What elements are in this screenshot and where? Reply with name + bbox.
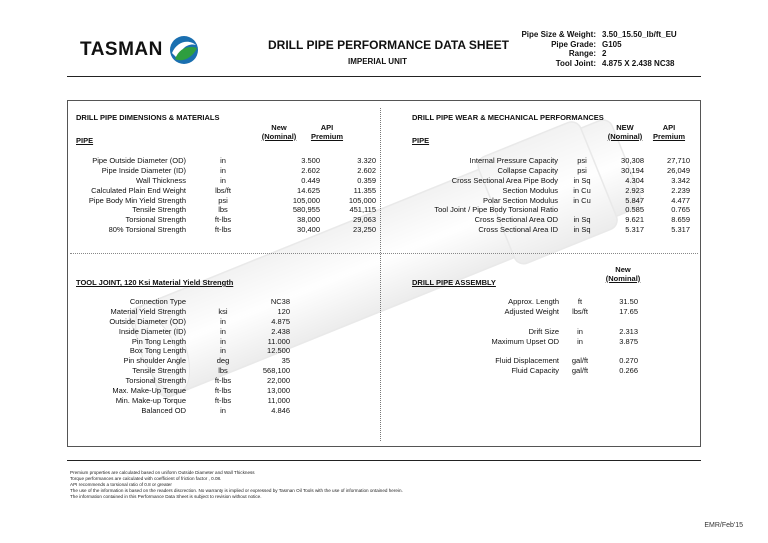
row-new-value: 30,400: [297, 225, 320, 235]
row-label: Polar Section Modulus: [482, 195, 558, 205]
spec-value: 2: [602, 49, 607, 58]
assembly-section-title: DRILL PIPE ASSEMBLY: [412, 278, 496, 287]
row-label: Pin shoulder Angle: [123, 356, 186, 366]
wear-api-header: [648, 123, 690, 141]
col-head-line: API: [320, 123, 334, 132]
row-label: Collapse Capacity: [497, 165, 558, 175]
row-unit: in Sq: [573, 175, 591, 185]
spec-value: 4.875 X 2.438 NC38: [602, 58, 675, 68]
col-head-line: API: [662, 123, 676, 132]
table-row: [68, 317, 328, 327]
table-row: [384, 356, 664, 366]
row-label: Torsional Strength: [125, 376, 186, 386]
wear-pipe-label: PIPE: [412, 136, 430, 145]
row-unit: ft: [577, 297, 583, 306]
row-label: Tool Joint / Pipe Body Torsional Ratio: [434, 205, 558, 215]
row-unit: in Sq: [573, 215, 591, 225]
table-row: [384, 186, 696, 196]
row-new-value: 9.621: [625, 215, 644, 225]
row-label: Pipe Body Min Yield Strength: [88, 195, 186, 205]
table-row: [384, 346, 664, 356]
row-label: Tensile Strength: [132, 366, 186, 376]
row-api-value: 3.320: [357, 156, 376, 165]
row-api-value: 451,115: [349, 205, 376, 215]
row-new-value: 0.585: [625, 205, 644, 215]
wear-new-header: [600, 123, 650, 141]
row-label: Min. Make-up Torque: [115, 395, 186, 405]
spec-row: [508, 49, 677, 59]
row-value: 2.438: [271, 326, 290, 336]
col-head-line: Premium: [652, 132, 686, 141]
row-new-value: 30,308: [621, 156, 644, 165]
table-row: [68, 165, 376, 176]
row-unit: in: [577, 336, 583, 346]
table-row: [68, 215, 376, 225]
tool-joint-table: [68, 297, 328, 416]
row-new-value: 105,000: [292, 195, 320, 205]
row-label: Max. Make-Up Torque: [112, 386, 186, 396]
row-label: Cross Sectional Area ID: [478, 225, 558, 235]
row-label: 80% Torsional Strength: [108, 225, 186, 235]
row-value: 11,000: [267, 395, 290, 405]
table-row: [68, 337, 328, 347]
header-divider: [67, 76, 701, 77]
row-label: Inside Diameter (ID): [118, 326, 186, 336]
row-value: 22,000: [267, 376, 290, 386]
footnote: The use of the information is based on the readers discrection. No warranty is implied or expressed by Tasman Oil Tools with the use of information ontained herein.: [70, 488, 403, 493]
row-label: Maximum Upset OD: [491, 336, 559, 346]
row-new-value: 2.602: [301, 165, 320, 175]
row-value: 35: [281, 356, 290, 366]
table-row: [68, 195, 376, 206]
assembly-table: [384, 297, 664, 376]
row-unit: in: [220, 346, 226, 356]
row-unit: ft-lbs: [214, 395, 232, 405]
dimensions-table: [68, 156, 376, 235]
table-row: [384, 317, 664, 327]
row-label: Torsional Strength: [125, 215, 186, 225]
spec-row: [508, 30, 677, 40]
table-row: [384, 156, 696, 166]
table-row: [68, 307, 328, 317]
page-subtitle: IMPERIAL UNIT: [348, 57, 407, 66]
row-api-value: 11.355: [353, 185, 376, 195]
row-unit: lbs/ft: [572, 306, 588, 316]
spec-row: [508, 59, 677, 69]
row-unit: gal/ft: [571, 356, 589, 366]
table-row: [68, 346, 328, 356]
footer-divider: [67, 460, 701, 461]
row-new-value: 14.625: [297, 185, 320, 195]
row-label: Pipe Outside Diameter (OD): [92, 156, 186, 165]
row-value: 11.000: [267, 336, 290, 346]
row-label: Internal Pressure Capacity: [469, 156, 558, 165]
row-value: 3.875: [619, 336, 638, 346]
row-value: 13,000: [267, 386, 290, 396]
footnotes: [70, 470, 403, 500]
row-api-value: 26,049: [667, 165, 690, 175]
table-row: [384, 176, 696, 186]
row-unit: lbs: [218, 366, 228, 376]
footnote: Torque performances are calculated with coefficient of friction factor , 0.08.: [70, 476, 222, 481]
row-api-value: 2.602: [357, 165, 376, 175]
row-api-value: 29,063: [353, 215, 376, 225]
row-new-value: 5.317: [625, 225, 644, 235]
pipe-spec-block: [508, 30, 677, 68]
col-head-line: (Nominal): [605, 274, 641, 283]
col-head-line: NEW: [616, 123, 634, 132]
row-unit: psi: [218, 195, 228, 205]
document-code: EMR/Feb'15: [704, 522, 743, 529]
row-new-value: 0.449: [301, 175, 320, 185]
row-unit: ft-lbs: [214, 386, 232, 396]
page-title: DRILL PIPE PERFORMANCE DATA SHEET: [268, 38, 509, 52]
row-unit: ft-lbs: [214, 376, 232, 386]
row-new-value: 38,000: [297, 215, 320, 225]
col-head-line: (Nominal): [261, 132, 297, 141]
table-row: [68, 366, 328, 376]
col-head-line: (Nominal): [607, 132, 643, 141]
table-row: [384, 337, 664, 347]
row-value: 31.50: [619, 297, 638, 306]
table-row: [68, 297, 328, 307]
col-head-line: Premium: [310, 132, 344, 141]
row-value: 4.875: [271, 316, 290, 326]
row-label: Tensile Strength: [132, 205, 186, 215]
table-row: [68, 156, 376, 166]
row-label: Outside Diameter (OD): [109, 316, 186, 326]
row-unit: in Sq: [573, 225, 591, 235]
table-row: [68, 175, 376, 186]
logo-text: TASMAN: [80, 39, 163, 60]
table-row: [384, 297, 664, 307]
row-value: 4.846: [271, 405, 290, 415]
wear-table: [384, 156, 696, 235]
table-row: [68, 185, 376, 196]
row-value: 0.270: [619, 356, 638, 366]
table-row: [384, 225, 696, 235]
row-unit: in: [220, 405, 226, 415]
row-unit: in Cu: [573, 195, 591, 205]
table-row: [384, 327, 664, 337]
row-label: Pin Tong Length: [131, 336, 186, 346]
company-logo: [80, 32, 199, 68]
row-value: NC38: [270, 297, 290, 306]
row-new-value: 4.304: [625, 175, 644, 185]
row-label: Fluid Displacement: [495, 356, 559, 366]
assembly-new-header: [598, 265, 648, 283]
spec-label: Pipe Grade:: [551, 39, 596, 49]
table-row: [384, 166, 696, 176]
row-label: Fluid Capacity: [511, 366, 559, 376]
dimensions-api-header: [306, 123, 348, 141]
row-new-value: 2.923: [625, 185, 644, 195]
dimensions-pipe-label: PIPE: [76, 136, 94, 145]
table-row: [384, 307, 664, 317]
col-head-line: New: [615, 265, 631, 274]
row-unit: lbs: [218, 205, 228, 215]
row-unit: in: [220, 336, 226, 346]
dimensions-section-title: DRILL PIPE DIMENSIONS & MATERIALS: [76, 113, 220, 122]
row-value: 12.500: [267, 346, 290, 356]
row-label: Balanced OD: [141, 405, 186, 415]
table-row: [384, 205, 696, 215]
row-label: Box Tong Length: [129, 346, 186, 356]
row-unit: gal/ft: [571, 366, 589, 376]
table-row: [384, 366, 664, 376]
row-value: 120: [277, 306, 290, 316]
spec-label: Tool Joint:: [555, 58, 596, 68]
table-row: [68, 205, 376, 215]
table-row: [68, 225, 376, 235]
row-unit: in: [220, 156, 226, 165]
row-new-value: 580,955: [292, 205, 320, 215]
row-api-value: 4.477: [671, 195, 690, 205]
row-value: 17.65: [619, 306, 638, 316]
table-row: [68, 396, 328, 406]
row-unit: lbs/ft: [215, 185, 231, 195]
row-new-value: 30,194: [621, 165, 644, 175]
tool-joint-section-title: TOOL JOINT, 120 Ksi Material Yield Strength: [76, 278, 234, 287]
spec-row: [508, 40, 677, 50]
row-api-value: 27,710: [667, 156, 690, 165]
wear-section-title: DRILL PIPE WEAR & MECHANICAL PERFORMANCES: [412, 113, 604, 122]
row-label: Section Modulus: [502, 185, 558, 195]
table-row: [68, 356, 328, 366]
table-row: [384, 196, 696, 206]
row-api-value: 5.317: [671, 225, 690, 235]
row-label: Pipe Inside Diameter (ID): [101, 165, 186, 175]
row-unit: in: [577, 326, 583, 336]
row-label: Adjusted Weight: [504, 306, 559, 316]
row-unit: ft-lbs: [214, 225, 232, 235]
row-unit: in: [220, 326, 226, 336]
row-unit: in Cu: [573, 185, 591, 195]
table-row: [68, 376, 328, 386]
col-head-line: New: [271, 123, 287, 132]
row-label: Calculated Plain End Weight: [91, 185, 186, 195]
row-unit: psi: [577, 165, 587, 175]
table-row: [68, 386, 328, 396]
row-api-value: 0.359: [357, 175, 376, 185]
row-value: 2.313: [619, 326, 638, 336]
row-api-value: 105,000: [348, 195, 376, 205]
row-api-value: 8.659: [671, 215, 690, 225]
spec-value: 3.50_15.50_lb/ft_EU: [602, 30, 677, 39]
row-unit: in: [220, 165, 226, 175]
spec-value: G105: [602, 39, 622, 49]
row-unit: ksi: [218, 306, 228, 316]
row-label: Material Yield Strength: [110, 306, 186, 316]
row-new-value: 3.500: [301, 156, 320, 165]
row-unit: in: [220, 316, 226, 326]
row-unit: ft-lbs: [214, 215, 232, 225]
column-divider: [380, 108, 381, 441]
footnote: Premium properties are calculated based on uniform Outside Diameter and Wall Thickness: [70, 470, 255, 475]
table-row: [68, 406, 328, 416]
row-value: 568,100: [262, 366, 290, 376]
row-api-value: 3.342: [671, 175, 690, 185]
row-label: Wall Thickness: [135, 175, 186, 185]
spec-label: Range:: [568, 49, 596, 58]
row-label: Cross Sectional Area Pipe Body: [451, 175, 558, 185]
row-label: Approx. Length: [508, 297, 559, 306]
spec-label: Pipe Size & Weight:: [521, 30, 596, 39]
row-unit: deg: [216, 356, 230, 366]
row-unit: psi: [577, 156, 587, 165]
row-label: Connection Type: [129, 297, 186, 306]
row-value: 0.266: [619, 366, 638, 376]
row-api-value: 2.239: [671, 185, 690, 195]
logo-swirl-icon: [169, 35, 199, 65]
table-row: [68, 327, 328, 337]
row-unit: in: [220, 175, 226, 185]
table-row: [384, 215, 696, 225]
row-divider: [70, 253, 698, 254]
row-new-value: 5.847: [625, 195, 644, 205]
row-label: Cross Sectional Area OD: [474, 215, 558, 225]
footnote: The information contained in this Performance Data Sheet is subject to revision without notice.: [70, 494, 262, 499]
row-api-value: 0.765: [671, 205, 690, 215]
dimensions-new-header: [254, 123, 304, 141]
row-label: Drift Size: [528, 326, 559, 336]
footnote: API recommends a torsional ratio of 0.8 or greater: [70, 482, 172, 487]
row-api-value: 23,250: [353, 225, 376, 235]
